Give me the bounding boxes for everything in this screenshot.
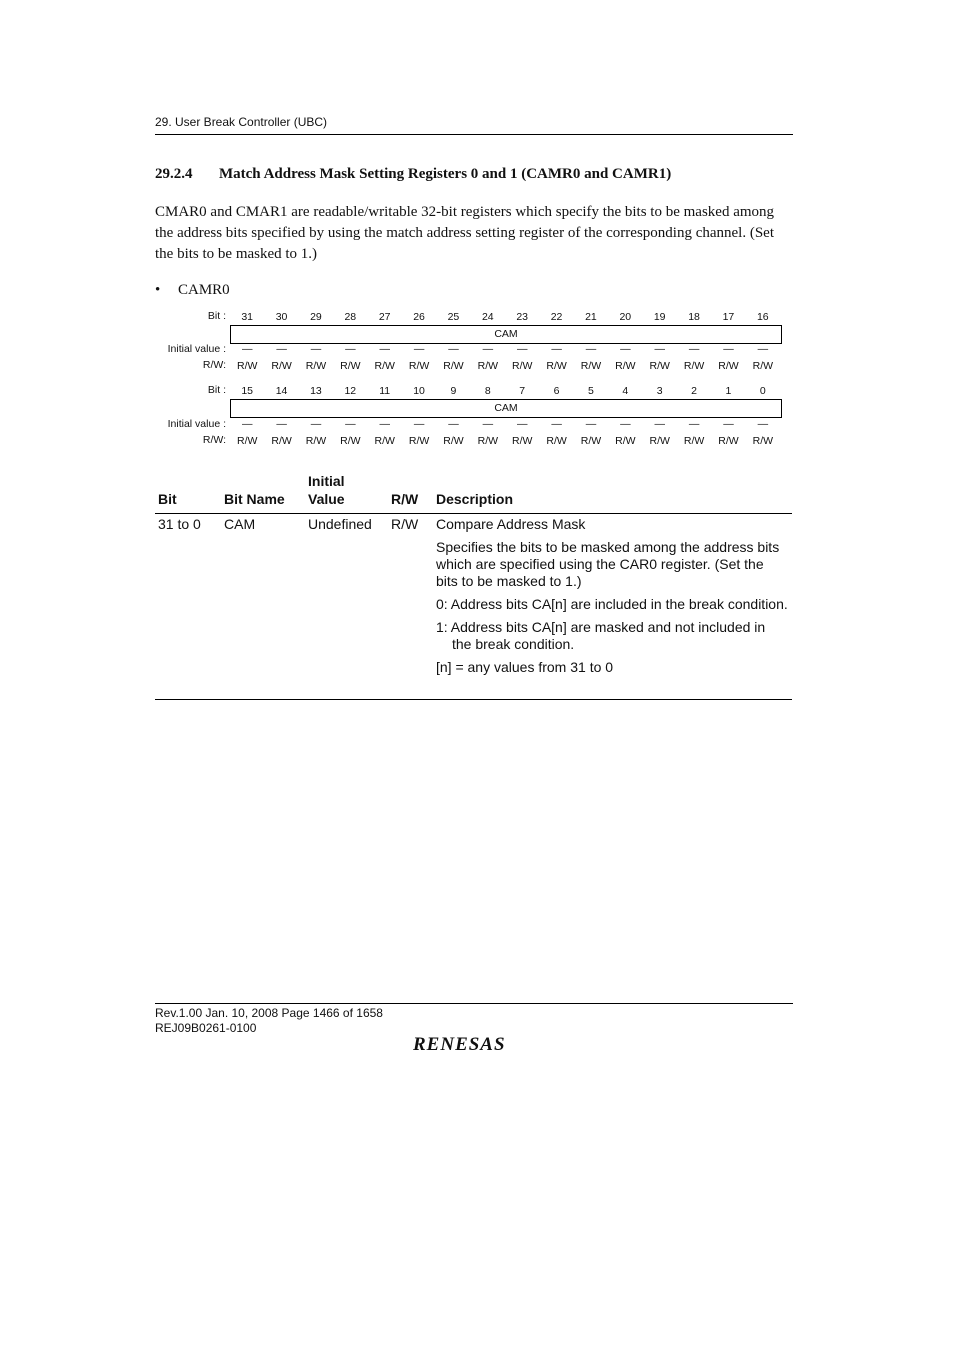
bit-number: 8 <box>484 385 491 397</box>
header-initial: Initial <box>308 473 345 489</box>
bullet-label: CAMR0 <box>178 282 230 298</box>
initial-value: — <box>757 343 769 355</box>
bit-numbers-lower <box>230 385 781 399</box>
bit-number: 16 <box>756 311 769 323</box>
initial-value: — <box>551 418 562 430</box>
bit-number: 18 <box>688 311 700 323</box>
bit-number: 1 <box>725 385 732 397</box>
initial-value: — <box>345 418 356 430</box>
bit-number: 13 <box>310 385 322 397</box>
initial-value-label-upper: Initial value : <box>167 343 226 355</box>
bit-number: 19 <box>653 311 666 323</box>
cam-field-upper: CAM <box>230 325 782 344</box>
rw-value: R/W <box>546 435 567 447</box>
rw-value: R/W <box>305 435 327 447</box>
rw-value: R/W <box>649 435 670 447</box>
cell-description <box>436 516 788 682</box>
desc-value-0: 0: Address bits CA[n] are included in the break condition. <box>436 596 788 612</box>
cell-bit: 31 to 0 <box>158 516 201 532</box>
bit-number: 26 <box>413 311 425 323</box>
rw-value: R/W <box>443 360 464 372</box>
initial-value: — <box>551 343 562 355</box>
bit-number: 21 <box>585 311 597 323</box>
bit-number: 12 <box>344 385 357 397</box>
rw-value: R/W <box>408 435 430 447</box>
rw-value: R/W <box>374 435 395 447</box>
initial-value: — <box>413 343 425 355</box>
initial-value: — <box>585 343 597 355</box>
initial-values-lower <box>230 418 781 432</box>
rw-value: R/W <box>236 435 258 447</box>
rw-value: R/W <box>271 360 292 372</box>
initial-value: — <box>276 418 287 430</box>
rw-values-lower <box>230 435 781 449</box>
initial-value: — <box>413 418 425 430</box>
rw-value: R/W <box>408 360 430 372</box>
header-bit-name: Bit Name <box>224 491 285 507</box>
initial-value: — <box>688 418 700 430</box>
bit-number: 9 <box>450 385 457 397</box>
bit-number: 7 <box>519 385 526 397</box>
rw-value: R/W <box>340 435 361 447</box>
initial-value: — <box>241 418 253 430</box>
bit-numbers-upper <box>230 311 781 325</box>
desc-note: [n] = any values from 31 to 0 <box>436 659 614 675</box>
rw-value: R/W <box>718 360 739 372</box>
bit-number: 30 <box>275 311 288 323</box>
bit-number: 25 <box>447 311 460 323</box>
rw-label-lower: R/W: <box>202 434 226 446</box>
rw-value: R/W <box>580 435 602 447</box>
bit-number: 14 <box>275 385 288 397</box>
renesas-logo-icon <box>413 1033 533 1055</box>
bit-number: 4 <box>622 385 629 397</box>
initial-value: — <box>482 418 494 430</box>
rw-value: R/W <box>615 360 636 372</box>
initial-value: — <box>482 343 494 355</box>
bit-number: 3 <box>656 385 663 397</box>
bit-number: 31 <box>241 311 254 323</box>
rw-value: R/W <box>752 435 774 447</box>
initial-value: — <box>757 418 769 430</box>
initial-value: — <box>310 343 322 355</box>
footer-doc-number: REJ09B0261-0100 <box>155 1021 257 1035</box>
bullet-icon: • <box>155 282 161 298</box>
desc-title: Compare Address Mask <box>436 516 586 532</box>
rw-value: R/W <box>511 435 533 447</box>
bit-number: 28 <box>344 311 357 323</box>
bit-number: 2 <box>691 385 697 397</box>
register-bullet <box>155 282 230 299</box>
initial-value: — <box>654 343 665 355</box>
rw-value: R/W <box>374 360 395 372</box>
initial-value: — <box>241 343 253 355</box>
initial-value: — <box>585 418 597 430</box>
rw-value: R/W <box>615 435 636 447</box>
bit-number: 11 <box>379 385 391 397</box>
cell-rw: R/W <box>391 516 419 532</box>
desc-value-1: 1: Address bits CA[n] are masked and not included in the break condition. <box>436 619 766 652</box>
bit-number: 20 <box>619 311 632 323</box>
rw-value: R/W <box>580 360 602 372</box>
page-footer <box>155 1003 793 1036</box>
section-title: Match Address Mask Setting Registers 0 and 1 (CAMR0 and CAMR1) <box>219 166 672 182</box>
header-description: Description <box>436 491 514 507</box>
initial-value: — <box>310 418 322 430</box>
table-bottom-rule <box>155 699 792 700</box>
initial-value-label-lower: Initial value : <box>167 418 226 430</box>
footer-revision: Rev.1.00 Jan. 10, 2008 Page 1466 of 1658 <box>155 1006 383 1020</box>
initial-value: — <box>620 343 631 355</box>
initial-value: — <box>379 418 390 430</box>
initial-value: — <box>448 418 459 430</box>
rw-value: R/W <box>305 360 327 372</box>
section-heading <box>155 166 671 183</box>
bit-label-upper: Bit : <box>207 310 226 322</box>
bit-label-lower: Bit : <box>207 384 226 396</box>
initial-value: — <box>276 343 287 355</box>
bit-number: 24 <box>481 311 494 323</box>
initial-value: — <box>516 418 528 430</box>
cam-field-lower: CAM <box>230 399 782 418</box>
page-header <box>155 115 793 135</box>
initial-values-upper <box>230 343 781 357</box>
bit-number: 15 <box>241 385 254 397</box>
initial-value: — <box>654 418 665 430</box>
bit-number: 29 <box>310 311 322 323</box>
rw-value: R/W <box>649 360 670 372</box>
bit-number: 10 <box>413 385 425 397</box>
initial-value: — <box>688 343 700 355</box>
cell-bit-name: CAM <box>224 516 256 532</box>
bit-number: 23 <box>516 311 529 323</box>
desc-body: Specifies the bits to be masked among the address bits which are specified using the CAR0 register. (Set the bits to be masked to 1.) <box>436 539 780 589</box>
rw-label-upper: R/W: <box>202 359 226 371</box>
rw-value: R/W <box>752 360 774 372</box>
rw-value: R/W <box>236 360 258 372</box>
rw-value: R/W <box>683 435 705 447</box>
rw-value: R/W <box>477 435 499 447</box>
logo-text: RENESAS <box>413 1034 506 1055</box>
initial-value: — <box>723 343 734 355</box>
rw-value: R/W <box>477 360 499 372</box>
initial-value: — <box>620 418 631 430</box>
rw-value: R/W <box>340 360 361 372</box>
header-rw: R/W <box>391 491 419 507</box>
initial-value: — <box>345 343 356 355</box>
bit-number: 6 <box>553 385 560 397</box>
bit-number: 27 <box>378 311 391 323</box>
intro-paragraph: CMAR0 and CMAR1 are readable/writable 32-bit registers which specify the bits to be masked among the address bits specified by using the match address setting register of the corresponding channel. (Set the bits to be masked to 1.) <box>155 204 775 262</box>
bit-number: 0 <box>759 385 766 397</box>
initial-value: — <box>723 418 734 430</box>
initial-value: — <box>448 343 459 355</box>
rw-value: R/W <box>443 435 464 447</box>
cell-initial-value: Undefined <box>308 516 372 532</box>
rw-value: R/W <box>718 435 739 447</box>
initial-value: — <box>379 343 390 355</box>
section-number: 29.2.4 <box>155 166 193 182</box>
rw-value: R/W <box>546 360 567 372</box>
rw-value: R/W <box>511 360 533 372</box>
header-bit: Bit <box>158 491 177 507</box>
rw-value: R/W <box>683 360 705 372</box>
rw-values-upper <box>230 360 781 374</box>
header-value: Value <box>308 491 345 507</box>
header-rule <box>155 513 792 514</box>
rw-value: R/W <box>271 435 292 447</box>
chapter-title: 29. User Break Controller (UBC) <box>155 115 328 129</box>
initial-value: — <box>516 343 528 355</box>
bit-number: 22 <box>550 311 563 323</box>
bit-number: 17 <box>722 311 735 323</box>
bit-number: 5 <box>588 385 594 397</box>
